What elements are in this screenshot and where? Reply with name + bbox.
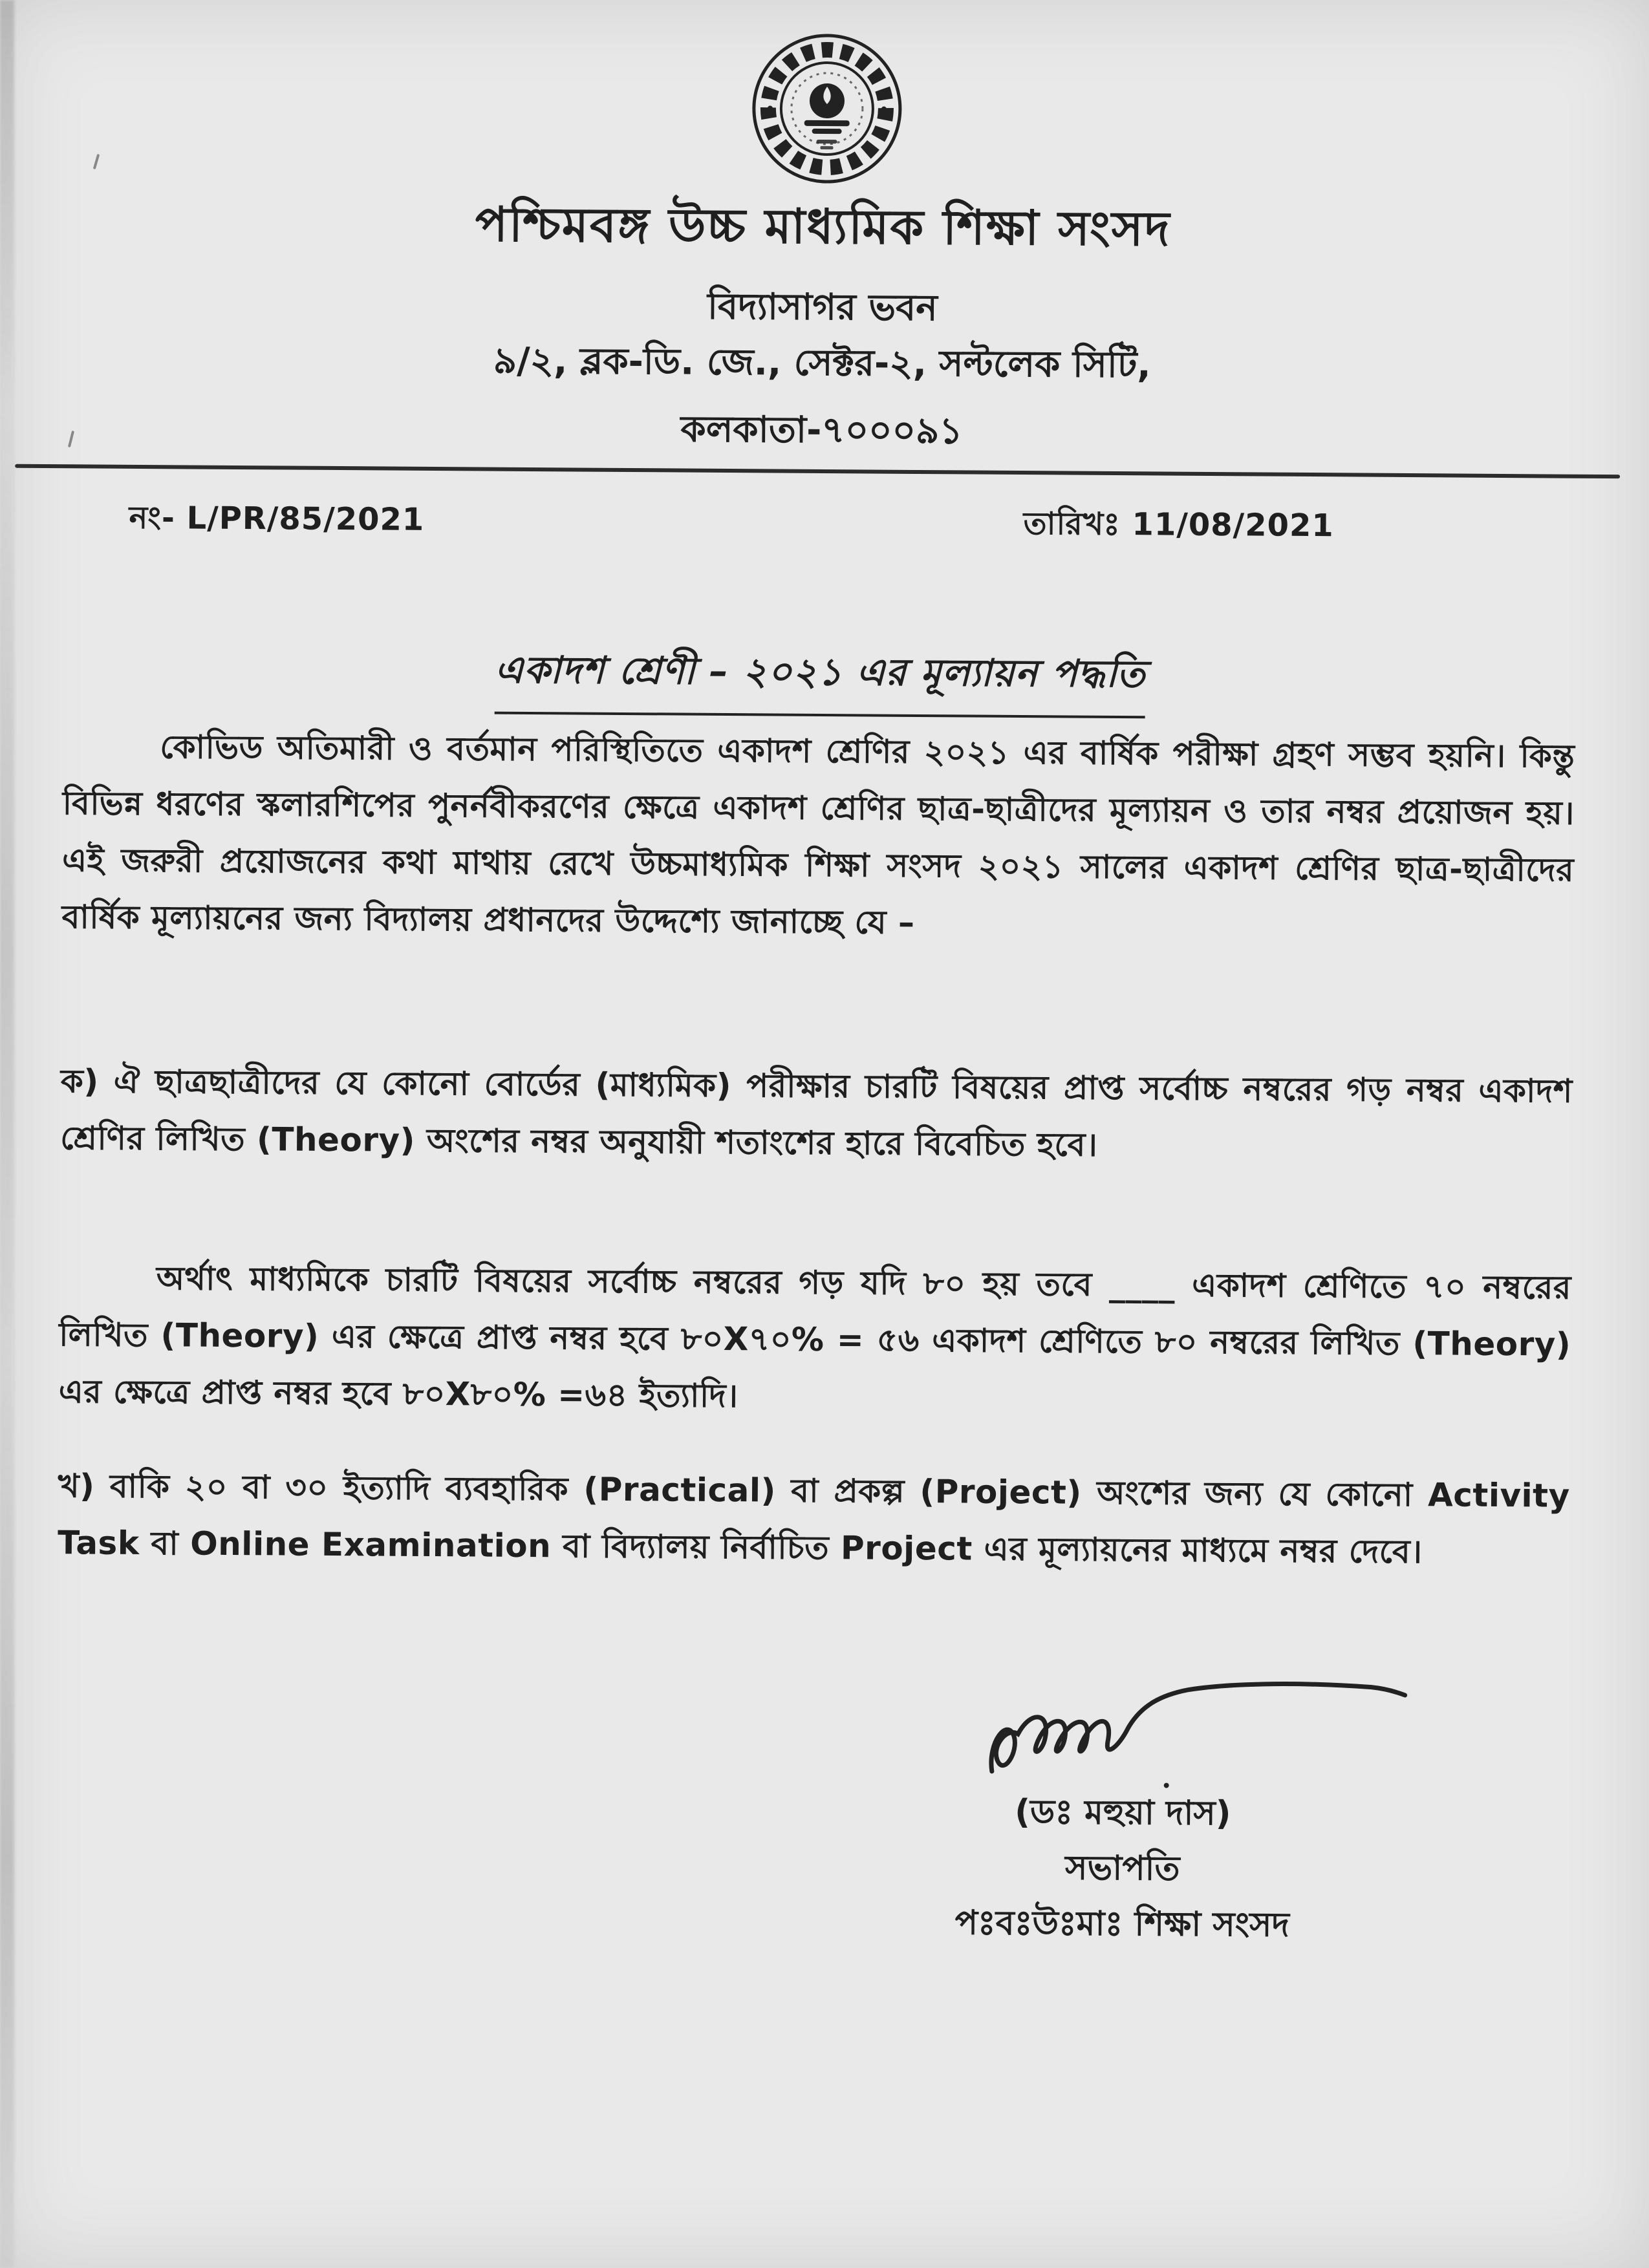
council-seal-icon (749, 30, 905, 187)
reference-number: নং- L/PR/85/2021 (129, 499, 425, 538)
paragraph-point-ka: ক) ঐ ছাত্রছাত্রীদের যে কোনো বোর্ডের (মাধ্যমিক) পরীক্ষার চারটি বিষয়ের প্রাপ্ত সর্বোচ্চ নম্বরের গড় নম্বর একাদশ শ্রেণির লিখিত (Theory) অংশের নম্বর অনুযায়ী শতাংশের হারে বিবেচিত হবে। (60, 1062, 1573, 1164)
signature-block (815, 1783, 1430, 1954)
date-line: তারিখঃ 11/08/2021 (1023, 506, 1334, 544)
paragraph-intro: কোভিড অতিমারী ও বর্তমান পরিস্থিতিতে একাদশ শ্রেণির ২০২১ এর বার্ষিক পরীক্ষা গ্রহণ সম্ভব হয়নি। কিন্তু বিভিন্ন ধরণের স্কলারশিপের পুনর্নবীকরণের ক্ষেত্রে একাদশ শ্রেণির ছাত্র-ছাত্রীদের মূল্যায়ন ও তার নম্বর প্রয়োজন হয়। এই জরুরী প্রয়োজনের কথা মাথায় রেখে উচ্চমাধ্যমিক শিক্ষা সংসদ ২০২১ সালের একাদশ শ্রেণির ছাত্র-ছাত্রীদের বার্ষিক মূল্যায়নের জন্য বিদ্যালয় প্রধানদের উদ্দেশ্যে জানাচ্ছে যে – (61, 728, 1575, 941)
subject-heading: একাদশ শ্রেণী – ২০২১ এর মূল্যায়ন পদ্ধতি (494, 641, 1145, 719)
address-line: ৯/২, ব্লক-ডি. জে., সেক্টর-২, সল্টলেক সিটি, (493, 339, 1151, 387)
signatory-org: পঃবঃউঃমাঃ শিক্ষা সংসদ (954, 1903, 1289, 1945)
city-line: কলকাতা-৭০০০৯১ (680, 408, 963, 453)
signatory-designation: সভাপতি (1064, 1848, 1180, 1888)
building-name: বিদ্যাসাগর ভবন (707, 285, 938, 330)
subject-wrap (0, 638, 1644, 722)
paragraph-example: অর্থাৎ মাধ্যমিকে চারটি বিষয়ের সর্বোচ্চ নম্বরের গড় যদি ৮০ হয় তবে ____ একাদশ শ্রেণিতে ৭০ নম্বরের লিখিত (Theory) এর ক্ষেত্রে প্রাপ্ত নম্বর হবে ৮০X৭০% = ৫৬ একাদশ শ্রেণিতে ৮০ নম্বরের লিখিত (Theory) এর ক্ষেত্রে প্রাপ্ত নম্বর হবে ৮০X৮০% =৬৪ ইত্যাদি। (58, 1259, 1572, 1415)
org-name: পশ্চিমবঙ্গ উচ্চ মাধ্যমিক শিক্ষা সংসদ (475, 197, 1171, 257)
paragraph-point-kha: খ) বাকি ২০ বা ৩০ ইত্যাদি ব্যবহারিক (Practical) বা প্রকল্প (Project) অংশের জন্য যে কোনো Activity Task বা Online Examination বা বিদ্যালয় নির্বাচিত Project এর মূল্যায়নের মাধ্যমে নম্বর দেবে। (57, 1467, 1570, 1571)
signatory-name: (ডঃ মহুয়া দাস) (1015, 1793, 1231, 1834)
